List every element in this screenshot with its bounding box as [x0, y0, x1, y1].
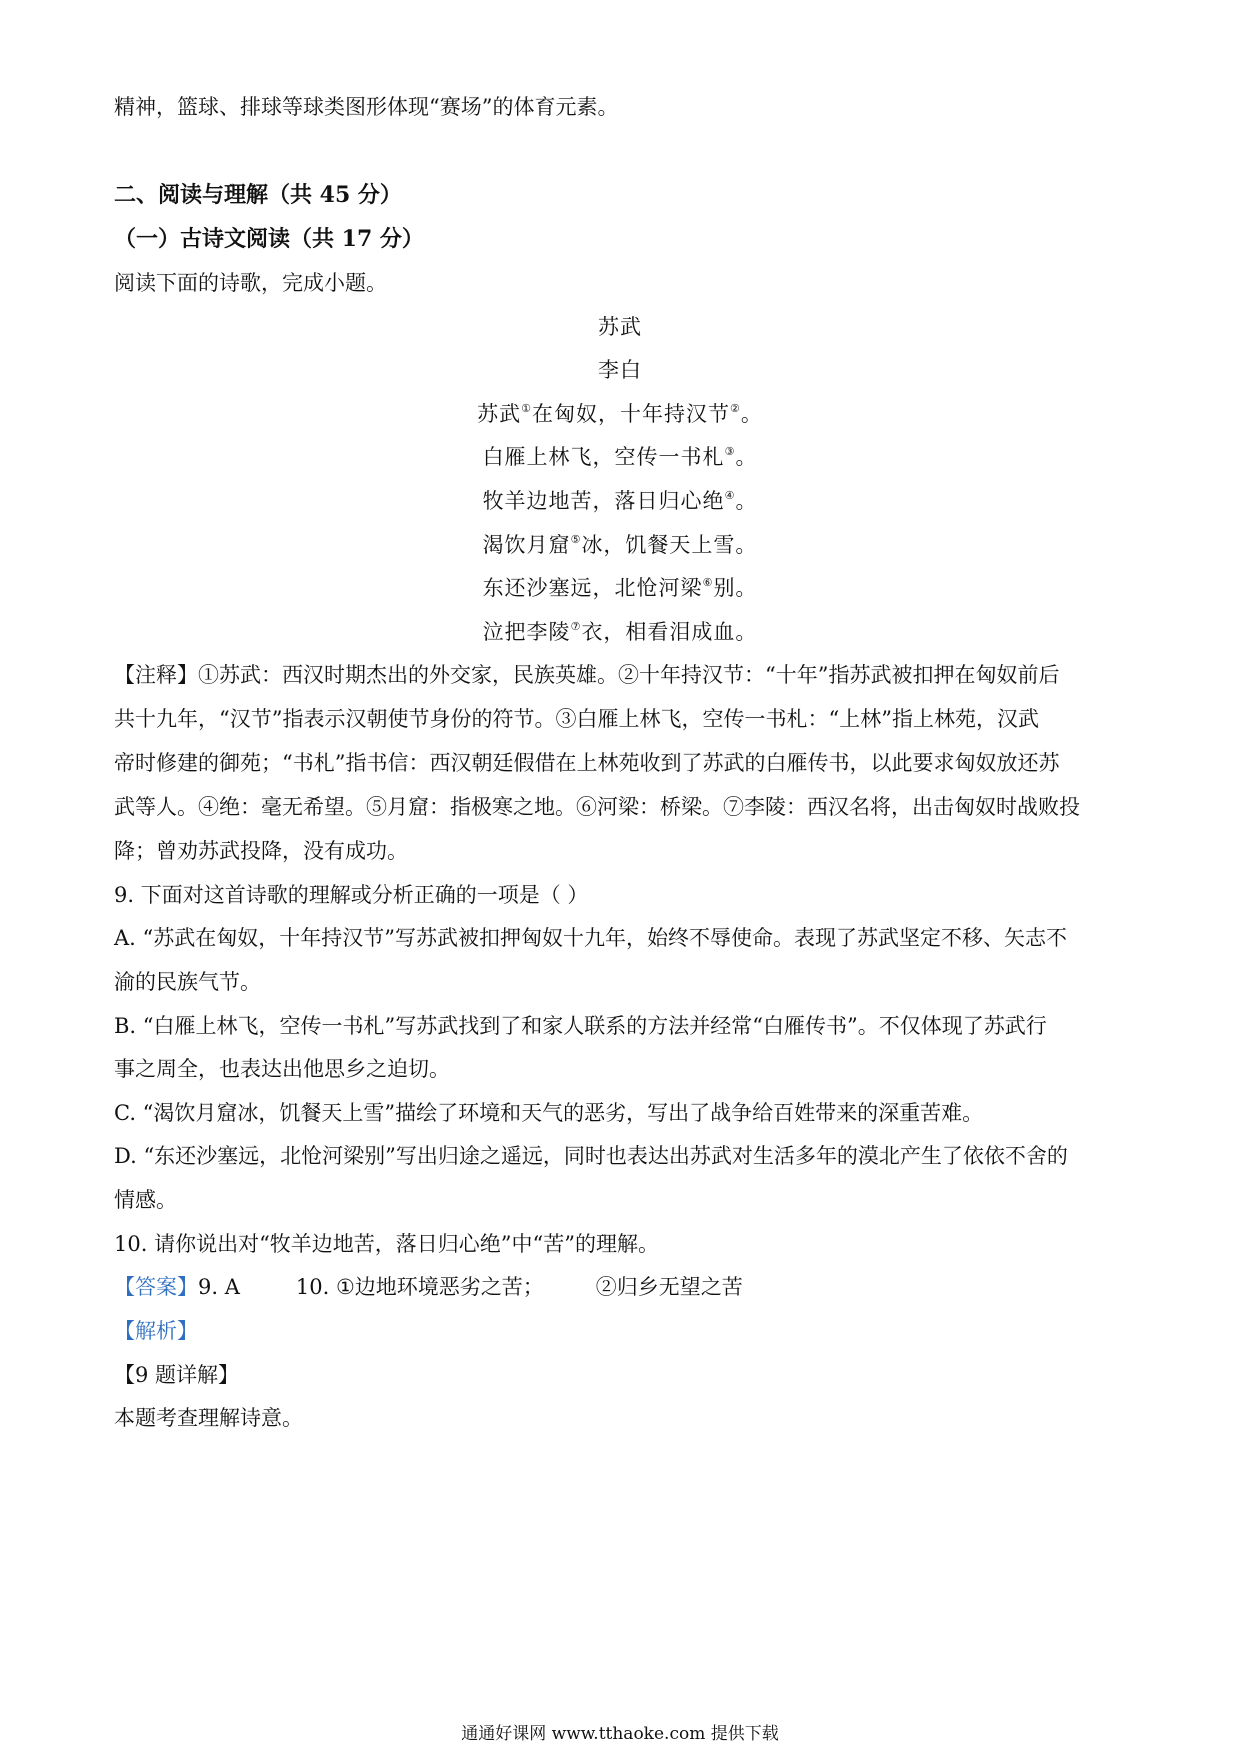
footnote-mark: ⑥ — [702, 576, 714, 589]
poem-line — [300, 573, 940, 603]
poem-text: 牧羊边地苦，落日归心绝 — [482, 489, 725, 513]
poem-line — [300, 399, 940, 429]
option-c: C. “渴饮月窟冰，饥餐天上雪”描绘了环境和天气的恶劣，写出了战争给百姓带来的深重苦难。 — [114, 1101, 984, 1125]
poem-line — [300, 486, 940, 516]
option-a-cont: 渝的民族气节。 — [114, 970, 261, 994]
notes-line: 降；曾劝苏武投降，没有成功。 — [114, 839, 408, 863]
detail-text: 本题考查理解诗意。 — [114, 1406, 303, 1430]
answer-line — [114, 1272, 1134, 1302]
poem-text: 别。 — [713, 576, 758, 600]
answer-label: 【答案】 — [114, 1275, 198, 1299]
answer-10-part1: 10. ①边地环境恶劣之苦； — [295, 1275, 544, 1299]
question-9-stem: 9. 下面对这首诗歌的理解或分析正确的一项是（ ） — [114, 883, 589, 907]
poem-author: 李白 — [598, 358, 642, 382]
poem-text: 。 — [735, 445, 758, 469]
notes-line: 【注释】①苏武：西汉时期杰出的外交家，民族英雄。②十年持汉节：“十年”指苏武被扣押在匈奴前后 — [114, 663, 1060, 687]
poem-text: 泣把李陵 — [482, 620, 571, 644]
option-b-cont: 事之周全，也表达出他思乡之迫切。 — [114, 1057, 450, 1081]
poem-text: 。 — [735, 489, 758, 513]
question-10-stem: 10. 请你说出对“牧羊边地苦，落日归心绝”中“苦”的理解。 — [114, 1232, 660, 1256]
notes-line: 帝时修建的御苑；“书札”指书信：西汉朝廷假借在上林苑收到了苏武的白雁传书，以此要求匈奴放还苏 — [114, 751, 1060, 775]
notes-line: 共十九年，“汉节”指表示汉朝使节身份的符节。③白雁上林飞，空传一书札：“上林”指上林苑，汉武 — [114, 707, 1039, 731]
instruction: 阅读下面的诗歌，完成小题。 — [114, 271, 387, 295]
subsection-title: （一）古诗文阅读（共 17 分） — [114, 226, 424, 252]
poem-text: 在匈奴，十年持汉节 — [532, 402, 730, 426]
notes-line: 武等人。④绝：毫无希望。⑤月窟：指极寒之地。⑥河梁：桥梁。⑦李陵：西汉名将，出击匈奴时战败投 — [114, 795, 1080, 819]
detail-title: 【9 题详解】 — [114, 1363, 240, 1387]
analysis-label: 【解析】 — [114, 1319, 198, 1343]
footnote-mark: ⑦ — [570, 620, 582, 633]
poem-title: 苏武 — [598, 315, 642, 339]
footnote-mark: ① — [521, 402, 532, 415]
section-title: 二、阅读与理解（共 45 分） — [114, 182, 402, 208]
footnote-mark: ③ — [724, 445, 736, 458]
poem-text: 。 — [740, 402, 763, 426]
poem-line — [300, 530, 940, 560]
poem-line — [300, 617, 940, 647]
option-a: A. “苏武在匈奴，十年持汉节”写苏武被扣押匈奴十九年，始终不辱使命。表现了苏武坚定不移、矢志不 — [114, 926, 1067, 950]
top-line: 精神，篮球、排球等球类图形体现“赛场”的体育元素。 — [114, 95, 619, 119]
poem-text: 衣，相看泪成血。 — [581, 620, 758, 644]
poem-text: 渴饮月窟 — [482, 533, 571, 557]
footnote-mark: ② — [730, 402, 741, 415]
option-b: B. “白雁上林飞，空传一书札”写苏武找到了和家人联系的方法并经常“白雁传书”。不仅体现了苏武行 — [114, 1014, 1047, 1038]
poem-text: 苏武 — [477, 402, 522, 426]
footer-credit: 通通好课网 www.tthaoke.com 提供下载 — [461, 1724, 779, 1744]
footnote-mark: ⑤ — [570, 533, 582, 546]
option-d-cont: 情感。 — [114, 1188, 177, 1212]
answer-10-part2: ②归乡无望之苦 — [595, 1275, 743, 1299]
answer-9: 9. A — [198, 1275, 240, 1299]
poem-text: 白雁上林飞，空传一书札 — [482, 445, 725, 469]
option-d: D. “东还沙塞远，北怆河梁别”写出归途之遥远，同时也表达出苏武对生活多年的漠北产生了依依不舍的 — [114, 1144, 1068, 1168]
footnote-mark: ④ — [724, 489, 736, 502]
poem-text: 东还沙塞远，北怆河梁 — [482, 576, 703, 600]
poem-text: 冰，饥餐天上雪。 — [581, 533, 758, 557]
poem-line — [300, 442, 940, 472]
